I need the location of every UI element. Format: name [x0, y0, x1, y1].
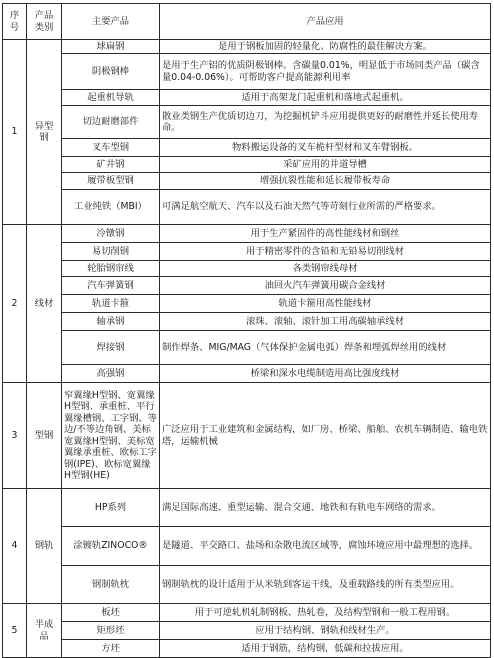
application-cell: 滚珠、滚轴、滚针加工用高碳轴承线材	[160, 313, 491, 331]
table-row	[3, 190, 491, 225]
group-category: 型钢	[27, 383, 62, 489]
product-cell: 矿井钢	[62, 157, 160, 173]
header-application: 产品应用	[160, 4, 491, 40]
table-row	[3, 54, 491, 90]
product-cell: 高强钢	[62, 365, 160, 383]
product-cell: 方坯	[62, 640, 160, 658]
product-cell: 钢制轨枕	[62, 566, 160, 604]
product-cell: 冷镦钢	[62, 225, 160, 243]
table-row	[3, 90, 491, 106]
product-cell: 窄翼缘H型钢、宽翼缘H型钢、承重桩、平行翼缘槽钢、工字钢、等边/不等边角钢、美标宽翼缘H型钢、美标宽翼缘承重桩、欧标工字钢(IPE)、欧标宽翼缘H型钢(HE)	[62, 383, 160, 489]
application-cell: 是隧道、平交路口、盐场和杂散电流区域等，腐蚀环境应用中最理想的选择。	[160, 527, 491, 566]
product-cell: 板坯	[62, 604, 160, 622]
product-cell: 切边耐磨部件	[62, 106, 160, 139]
table-row	[3, 383, 491, 489]
group-number: 2	[3, 225, 27, 383]
product-table	[2, 3, 491, 658]
product-cell: 工业纯铁（MBI）	[62, 190, 160, 225]
table-row	[3, 365, 491, 383]
table-row	[3, 277, 491, 295]
application-cell: 适用于高架龙门起重机和落地式起重机。	[160, 90, 491, 106]
product-cell: 易切削钢	[62, 243, 160, 261]
table-row	[3, 261, 491, 277]
table-row	[3, 40, 491, 54]
table-body	[3, 40, 491, 658]
product-cell: HP系列	[62, 489, 160, 527]
group-number: 4	[3, 489, 27, 604]
product-cell: 涂镀轨ZINOCO®	[62, 527, 160, 566]
application-cell: 满足国际高速、重型运输、混合交通、地铁和有轨电车网络的需求。	[160, 489, 491, 527]
product-cell: 球扁钢	[62, 40, 160, 54]
application-cell: 用于可逆轧机轧制钢板、热轧卷，及结构型钢和一般工程用钢。	[160, 604, 491, 622]
application-cell: 钢制轨枕的设计适用于从米轨到客运干线，及重载路线的所有类型应用。	[160, 566, 491, 604]
application-cell: 用于生产紧固件的高性能线材和钢丝	[160, 225, 491, 243]
header-product: 主要产品	[62, 4, 160, 40]
header-row	[3, 4, 491, 40]
group-category: 异型 钢	[27, 40, 62, 225]
table-row	[3, 604, 491, 622]
table-row	[3, 331, 491, 365]
product-cell: 汽车弹簧钢	[62, 277, 160, 295]
application-cell: 应用于结构钢、钢轨和线材生产。	[160, 622, 491, 640]
table-row	[3, 139, 491, 157]
application-cell: 采矿应用的井道导槽	[160, 157, 491, 173]
product-cell: 叉车型钢	[62, 139, 160, 157]
application-cell: 各类钢帘线母材	[160, 261, 491, 277]
group-category: 半成 品	[27, 604, 62, 658]
table-row	[3, 313, 491, 331]
table-row	[3, 106, 491, 139]
table-row	[3, 527, 491, 566]
group-number: 1	[3, 40, 27, 225]
table-row	[3, 622, 491, 640]
application-cell: 物料搬运设备的叉车桅杆型材和叉车臂钢板。	[160, 139, 491, 157]
product-cell: 履带板型钢	[62, 173, 160, 190]
group-category: 线材	[27, 225, 62, 383]
header-category: 产品 类别	[27, 4, 62, 40]
application-cell: 用于精密零件的含铅和无铅易切削线材	[160, 243, 491, 261]
application-cell: 油回火汽车弹簧用碳合金线材	[160, 277, 491, 295]
group-category: 钢轨	[27, 489, 62, 604]
application-cell: 可满足航空航天、汽车以及石油天然气等苛刻行业所需的严格要求。	[160, 190, 491, 225]
application-cell: 散业类钢生产优质切边刀，为挖掘机铲斗应用提供更好的耐磨性并延长使用寿命。	[160, 106, 491, 139]
product-cell: 矩形坯	[62, 622, 160, 640]
application-cell: 是用于钢板加固的轻量化、防腐性的最佳解决方案。	[160, 40, 491, 54]
application-cell: 轨道卡箍用高性能线材	[160, 295, 491, 313]
product-cell: 起重机导轨	[62, 90, 160, 106]
product-cell: 焊接钢	[62, 331, 160, 365]
table-row	[3, 173, 491, 190]
header-no: 序 号	[3, 4, 27, 40]
product-cell: 阴极钢棒	[62, 54, 160, 90]
application-cell: 是用于生产铝的优质阴极钢棒。含碳量0.01%，明显低于市场同类产品（碳含量0.04-0.06%）。可帮助客户提高能源利用率	[160, 54, 491, 90]
group-number: 3	[3, 383, 27, 489]
application-cell: 制作焊条、MIG/MAG（气体保护金属电弧）焊条和埋弧焊丝用的线材	[160, 331, 491, 365]
product-cell: 轴承钢	[62, 313, 160, 331]
table-row	[3, 640, 491, 658]
table-row	[3, 225, 491, 243]
table-row	[3, 295, 491, 313]
product-cell: 轮胎钢帘线	[62, 261, 160, 277]
application-cell: 适用于钢筋，结构钢，低碳和拉拔应用。	[160, 640, 491, 658]
table-row	[3, 489, 491, 527]
table-row	[3, 566, 491, 604]
table-row	[3, 157, 491, 173]
group-number: 5	[3, 604, 27, 658]
product-cell: 轨道卡箍	[62, 295, 160, 313]
application-cell: 广泛应用于工业建筑和金属结构，如厂房、桥梁、船舶、农机车辆制造、输电铁塔，运输机械	[160, 383, 491, 489]
application-cell: 桥梁和深水电缆制造用高比强度线材	[160, 365, 491, 383]
table-row	[3, 243, 491, 261]
application-cell: 增强抗裂性能和延长履带板寿命	[160, 173, 491, 190]
